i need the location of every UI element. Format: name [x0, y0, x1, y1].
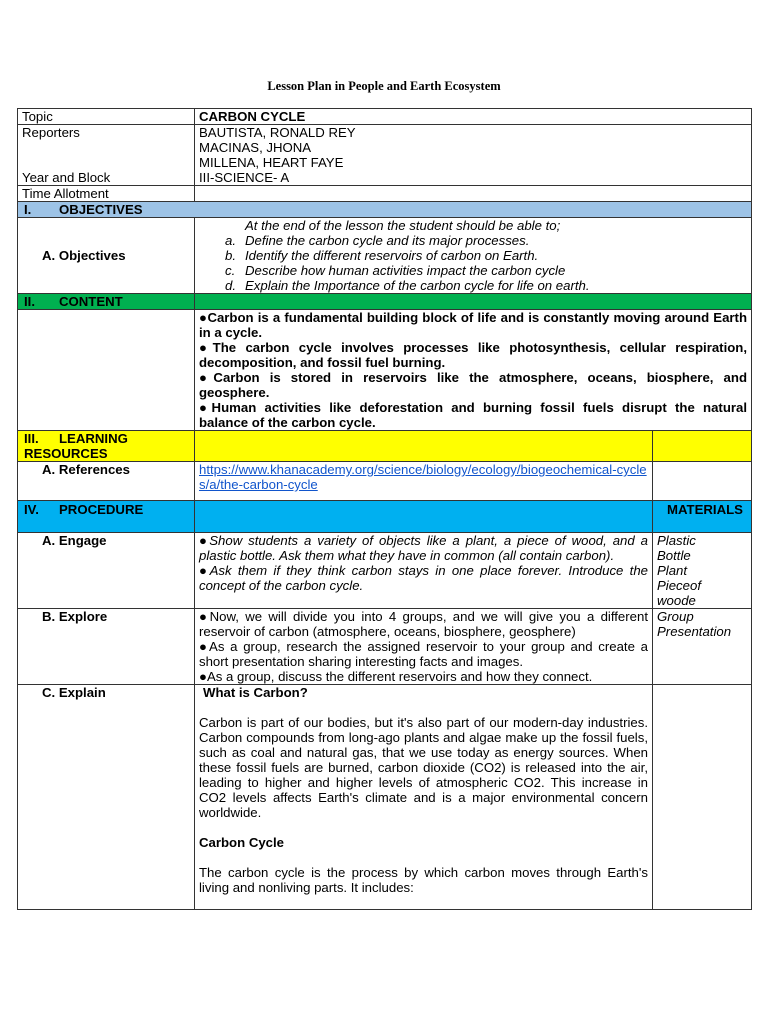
explore-bullet: ●As a group, research the assigned reservoir to your group and create a short presentation sharing interesting facts and images.	[199, 639, 648, 669]
section-number: II.	[24, 294, 35, 309]
explain-paragraph: Carbon is part of our bodies, but it's also part of our modern-day industries. Carbon compounds from long-ago plants and algae make up the fossil fuels, such as coal and natural gas, that we use today as energy sources. When these fossil fuels are burned, carbon dioxide (CO2) is released into the air, leading to higher and higher levels of atmospheric CO2. This increase in CO2 levels affects Earth's climate and is a major environmental concern worldwide.	[199, 715, 648, 820]
objectives-list	[199, 233, 747, 293]
explore-row	[18, 609, 752, 685]
reporters-row	[18, 125, 752, 186]
references-row	[18, 462, 752, 501]
section-number: III.	[24, 431, 39, 446]
resources-section-row	[18, 431, 752, 462]
year-label: Year and Block	[22, 170, 111, 185]
reporters-label-cell	[18, 125, 195, 186]
objectives-intro: At the end of the lesson the student should be able to;	[245, 218, 561, 233]
explore-content	[195, 609, 653, 685]
reporters-label: Reporters	[22, 125, 80, 140]
engage-row	[18, 533, 752, 609]
objective-text: Explain the Importance of the carbon cycle for life on earth.	[245, 278, 590, 293]
reference-link[interactable]: https://www.khanacademy.org/science/biology/ecology/biogeochemical-cycles/a/the-carbon-cycle	[199, 462, 647, 492]
time-label: Time Allotment	[18, 186, 195, 202]
explore-bullet: ●Now, we will divide you into 4 groups, and we will give you a different reservoir of carbon (atmosphere, oceans, biosphere, geosphere)	[199, 609, 648, 639]
reporter-name: BAUTISTA, RONALD REY	[199, 125, 356, 140]
topic-value: CARBON CYCLE	[195, 109, 752, 125]
engage-bullet: ●Ask them if they think carbon stays in one place forever. Introduce the concept of the carbon cycle.	[199, 563, 648, 593]
objective-item	[225, 248, 747, 263]
material-item: Presentation	[657, 624, 732, 639]
resources-header-fill-2	[653, 431, 752, 462]
section-title: CONTENT	[59, 294, 123, 309]
references-cell	[195, 462, 653, 501]
content-bullet: ●Human activities like deforestation and burning fossil fuels disrupt the natural balance of the carbon cycle.	[199, 400, 748, 430]
section-title: LEARNING	[59, 431, 128, 446]
content-row	[18, 310, 752, 431]
objectives-list-cell	[195, 218, 752, 294]
explain-materials	[653, 685, 752, 910]
procedure-header-fill	[195, 501, 653, 533]
resources-section-header	[18, 431, 195, 462]
objective-marker: b.	[225, 248, 236, 263]
resources-header-fill	[195, 431, 653, 462]
year-value: III-SCIENCE- A	[199, 170, 290, 185]
objectives-section-row	[18, 202, 752, 218]
topic-label: Topic	[18, 109, 195, 125]
objective-marker: a.	[225, 233, 236, 248]
objectives-row	[18, 218, 752, 294]
objective-text: Identify the different reservoirs of carbon on Earth.	[245, 248, 539, 263]
objective-text: Describe how human activities impact the carbon cycle	[245, 263, 566, 278]
material-item: Plant	[657, 563, 688, 578]
material-item: woode	[657, 593, 696, 608]
references-label: A. References	[18, 462, 195, 501]
engage-materials	[653, 533, 752, 609]
materials-header: MATERIALS	[653, 501, 752, 533]
explore-bullet: ●As a group, discuss the different reservoirs and how they connect.	[199, 669, 593, 684]
section-number: IV.	[24, 502, 39, 517]
objectives-label: A. Objectives	[18, 218, 195, 294]
reporter-name: MILLENA, HEART FAYE	[199, 155, 344, 170]
explain-heading-2: Carbon Cycle	[199, 835, 285, 850]
objective-marker: c.	[225, 263, 236, 278]
material-item: Pieceof	[657, 578, 701, 593]
content-bullet: ●Carbon is stored in reservoirs like the atmosphere, oceans, biosphere, and geosphere.	[199, 370, 748, 400]
explain-heading: What is Carbon?	[203, 685, 308, 700]
objective-marker: d.	[225, 278, 236, 293]
engage-label: A. Engage	[18, 533, 195, 609]
objective-text: Define the carbon cycle and its major processes.	[245, 233, 530, 248]
explain-label: C. Explain	[18, 685, 195, 910]
explain-paragraph-2: The carbon cycle is the process by which carbon moves through Earth's living and nonliving parts. It includes:	[199, 865, 648, 895]
topic-row	[18, 109, 752, 125]
lesson-plan-table	[17, 108, 752, 910]
page-title: Lesson Plan in People and Earth Ecosystem	[267, 79, 501, 93]
section-title: OBJECTIVES	[59, 202, 143, 217]
content-section-header	[18, 294, 195, 310]
explore-materials	[653, 609, 752, 685]
references-materials-cell	[653, 462, 752, 501]
procedure-section-header	[18, 501, 195, 533]
time-value	[195, 186, 752, 202]
material-item: Group	[657, 609, 694, 624]
content-bullets	[195, 310, 752, 431]
explain-row	[18, 685, 752, 910]
content-bullet: ●Carbon is a fundamental building block of life and is constantly moving around Earth in a cycle.	[199, 310, 748, 340]
section-title-line2: RESOURCES	[24, 446, 108, 461]
explain-content	[195, 685, 653, 910]
objectives-section-header	[18, 202, 752, 218]
section-number: I.	[24, 202, 32, 217]
reporters-list	[195, 125, 752, 186]
time-row	[18, 186, 752, 202]
objective-item	[225, 278, 747, 293]
material-item: Plastic	[657, 533, 696, 548]
procedure-section-row	[18, 501, 752, 533]
objective-item	[225, 233, 747, 248]
content-bullet: ●The carbon cycle involves processes like photosynthesis, cellular respiration, decomposition, and fossil fuel burning.	[199, 340, 748, 370]
section-title: PROCEDURE	[59, 502, 144, 517]
explore-label: B. Explore	[18, 609, 195, 685]
content-section-row	[18, 294, 752, 310]
content-section-header-fill	[195, 294, 752, 310]
engage-bullet: ●Show students a variety of objects like a plant, a piece of wood, and a plastic bottle. Ask them what they have in common (all contain carbon).	[199, 533, 648, 563]
content-empty-cell	[18, 310, 195, 431]
material-item: Bottle	[657, 548, 691, 563]
reporter-name: MACINAS, JHONA	[199, 140, 312, 155]
engage-content	[195, 533, 653, 609]
objective-item	[225, 263, 747, 278]
